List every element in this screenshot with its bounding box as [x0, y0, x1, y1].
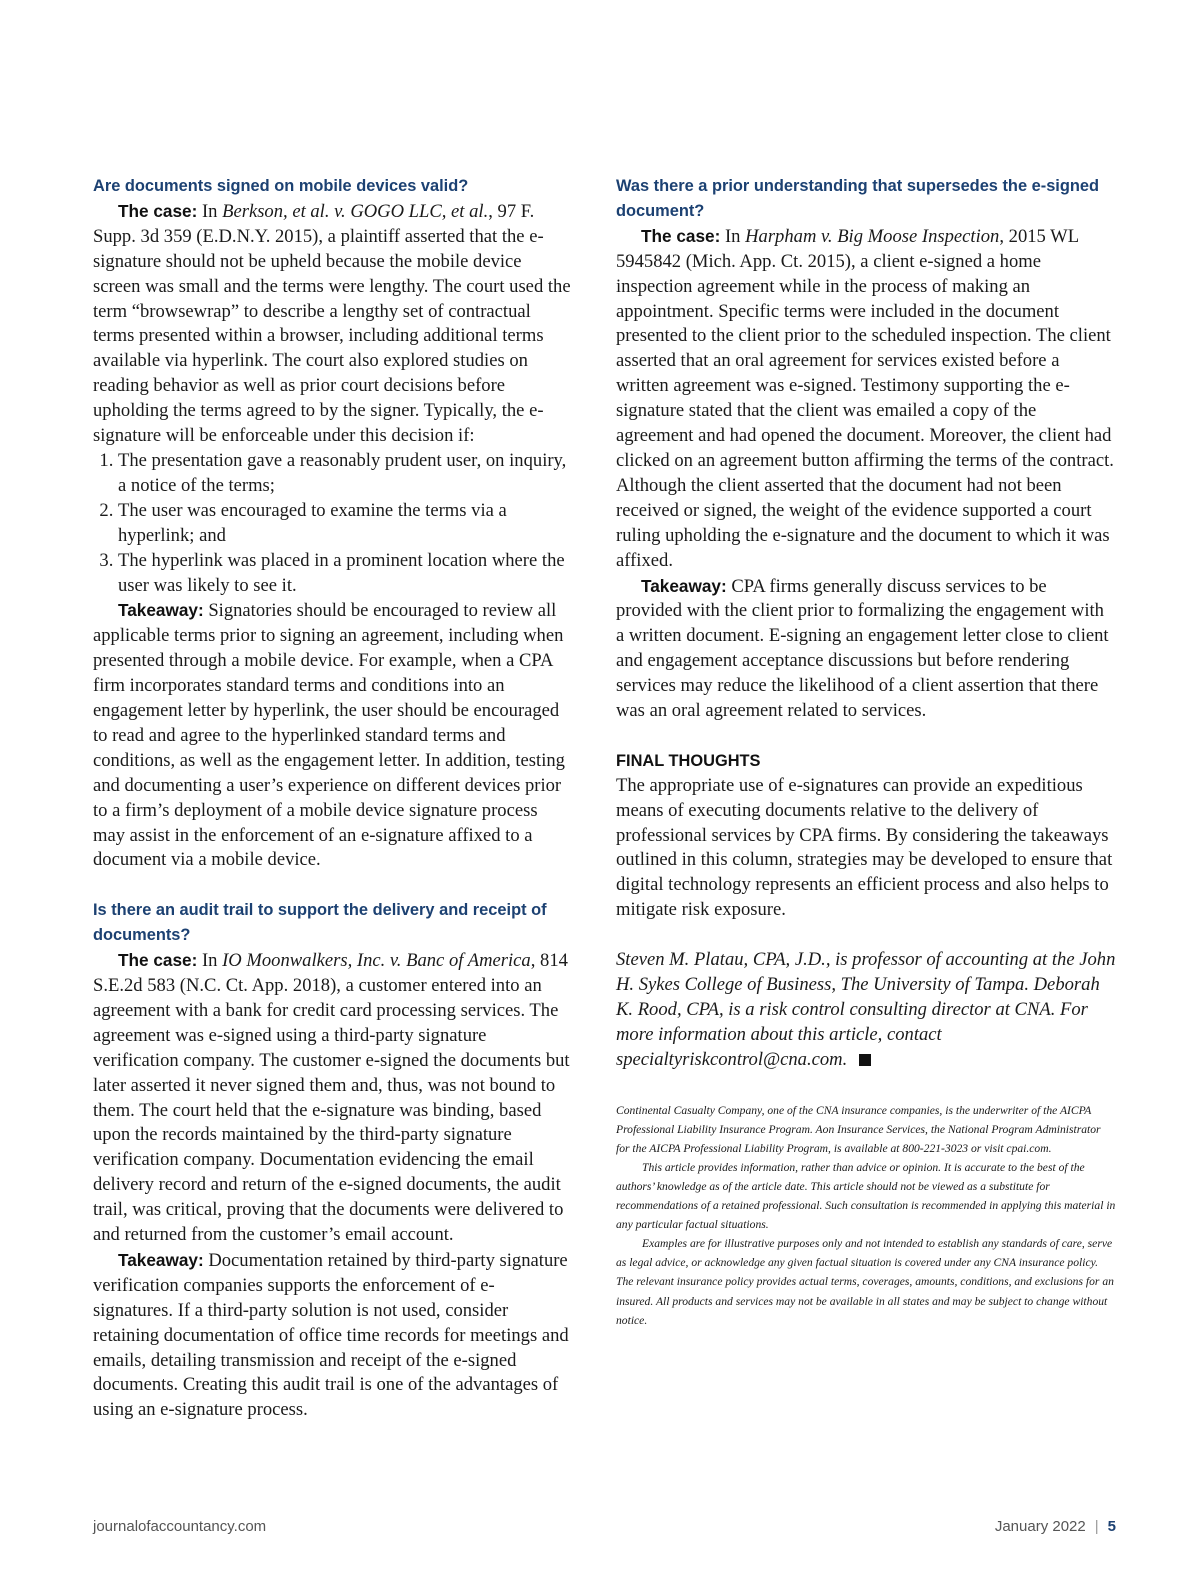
author-bio-text: Steven M. Platau, CPA, J.D., is professor of accounting at the John H. Sykes College of Business, The University of Tampa. Deborah K. Rood, CPA, is a risk control consulting director at CNA. For more information about this article, contact specialtyriskcontrol@cna.com.	[616, 949, 1116, 1070]
section-heading-mobile: Are documents signed on mobile devices valid?	[93, 177, 469, 195]
case-citation: IO Moonwalkers, Inc. v. Banc of America	[222, 950, 531, 972]
list-item: 1. The presentation gave a reasonably prudent user, on inquiry, a notice of the terms;	[118, 449, 573, 499]
takeaway-label: Takeaway:	[118, 1249, 204, 1270]
conditions-list	[93, 449, 573, 598]
takeaway-label: Takeaway:	[118, 600, 204, 621]
disclaimer-paragraph: Continental Casualty Company, one of the CNA insurance companies, is the underwriter of the AICPA Professional Liability Insurance Program. Aon Insurance Services, the National Program Administrator for the AICPA Professional Liability Program, is available at 800-221-3023 or visit cpai.com.	[616, 1103, 1101, 1155]
section-heading-prior-understanding: Was there a prior understanding that supersedes the e-signed document?	[616, 177, 1100, 220]
case-pre: In	[724, 225, 746, 247]
case-label: The case:	[118, 950, 198, 971]
case-paragraph	[93, 199, 573, 449]
takeaway-paragraph	[93, 1248, 573, 1423]
page-number: 5	[1107, 1518, 1116, 1535]
case-text: , 814 S.E.2d 583 (N.C. Ct. App. 2018), a customer entered into an agreement with a bank for credit card processing services. The agreement was e-signed using a third-party signature verification company. The customer e-signed the documents but later asserted it never signed them and, thus, was not bound to them. The court held that the e-signature was binding, based upon the records maintained by the third-party signature verification company. Documentation evidencing the email delivery record and return of the e-signed documents, the audit trail, was critical, proving that the documents were delivered to and returned from the customer’s email account.	[93, 950, 570, 1246]
case-citation: Harpham v. Big Moose Inspection	[745, 225, 1000, 247]
final-thoughts-heading: FINAL THOUGHTS	[616, 751, 761, 770]
footer-site: journalofaccountancy.com	[93, 1518, 267, 1535]
final-thoughts-text: The appropriate use of e-signatures can provide an expeditious means of executing documents relative to the delivery of professional services by CPA firms. By considering the takeaways outlined in this column, strategies may be developed to ensure that digital technology represents an efficient process and also helps to mitigate risk exposure.	[616, 774, 1113, 921]
case-citation: Berkson, et al. v. GOGO LLC, et al.	[222, 200, 489, 222]
left-column	[93, 174, 573, 1423]
case-pre: In	[201, 950, 223, 972]
footer-separator: |	[1094, 1518, 1099, 1535]
author-bio	[616, 948, 1116, 1073]
disclaimer-block	[616, 1101, 1116, 1330]
takeaway-label: Takeaway:	[641, 575, 727, 596]
case-paragraph	[616, 224, 1116, 574]
right-column	[616, 174, 1116, 1330]
case-label: The case:	[641, 225, 721, 246]
list-item: 2. The user was encouraged to examine the terms via a hyperlink; and	[118, 499, 573, 549]
footer-date: January 2022	[994, 1518, 1086, 1535]
case-text: , 97 F. Supp. 3d 359 (E.D.N.Y. 2015), a plaintiff asserted that the e-signature should not be upheld because the mobile device screen was small and the terms were lengthy. The court used the term “browsewrap” to describe a lengthy set of contractual terms presented within a browser, including additional terms available via hyperlink. The court also explored studies on reading behavior as well as prior court decisions before upholding the terms agreed to by the signer. Typically, the e-signature will be enforceable under this decision if:	[93, 200, 571, 447]
takeaway-paragraph	[93, 598, 573, 873]
list-item: 3. The hyperlink was placed in a prominent location where the user was likely to see it.	[118, 549, 573, 599]
case-text: , 2015 WL 5945842 (Mich. App. Ct. 2015), a client e-signed a home inspection agreement while in the process of making an appointment. Specific terms were included in the document presented to the client prior to the scheduled inspection. The client asserted that an oral agreement for services existed before a written agreement was e-signed. Testimony supporting the e-signature stated that the client was emailed a copy of the agreement and had opened the document. Moreover, the client had clicked on an agreement button affirming the terms of the contract. Although the client asserted that the document had not been received or signed, the weight of the evidence supported a court ruling upholding the e-signature and the document to which it was affixed.	[616, 225, 1114, 571]
footer-page-info	[995, 1518, 1116, 1535]
case-label: The case:	[118, 200, 198, 221]
end-mark-icon	[859, 1054, 871, 1066]
disclaimer-paragraph: Examples are for illustrative purposes only and not intended to establish any standards of care, serve as legal advice, or acknowledge any given factual situation is covered under any CNA insurance policy. The relevant insurance policy provides actual terms, coverages, amounts, conditions, and exclusions for an insured. All products and services may not be available in all states and may be subject to change without notice.	[616, 1237, 1114, 1327]
section-heading-audit-trail: Is there an audit trail to support the delivery and receipt of documents?	[93, 901, 547, 945]
disclaimer-paragraph: This article provides information, rather than advice or opinion. It is accurate to the best of the authors’ knowledge as of the article date. This article should not be viewed as a substitute for recommendations of a retained professional. Such consultation is recommended in applying this material in any particular factual situations.	[616, 1160, 1116, 1232]
case-pre: In	[201, 200, 223, 222]
takeaway-paragraph	[616, 574, 1116, 724]
case-paragraph	[93, 948, 573, 1248]
takeaway-text: CPA firms generally discuss services to be provided with the client prior to formalizing the engagement with a written document. E-signing an engagement letter close to client and engagement acceptance discussions but before rendering services may reduce the likelihood of a client assertion that there was an oral agreement related to services.	[616, 575, 1109, 722]
takeaway-text: Documentation retained by third-party signature verification companies supports the enforcement of e-signatures. If a third-party solution is not used, consider retaining documentation of office time records for meetings and emails, detailing transmission and receipt of the e-signed documents. Creating this audit trail is one of the advantages of using an e-signature process.	[93, 1249, 569, 1421]
takeaway-text: Signatories should be encouraged to review all applicable terms prior to signing an agreement, including when presented through a mobile device. For example, when a CPA firm incorporates standard terms and conditions into an engagement letter by hyperlink, the user should be encouraged to read and agree to the hyperlinked standard terms and conditions, as well as the engagement letter. In addition, testing and documenting a user’s experience on different devices prior to a firm’s deployment of a mobile device signature process may assist in the enforcement of an e-signature affixed to a document via a mobile device.	[93, 600, 565, 871]
